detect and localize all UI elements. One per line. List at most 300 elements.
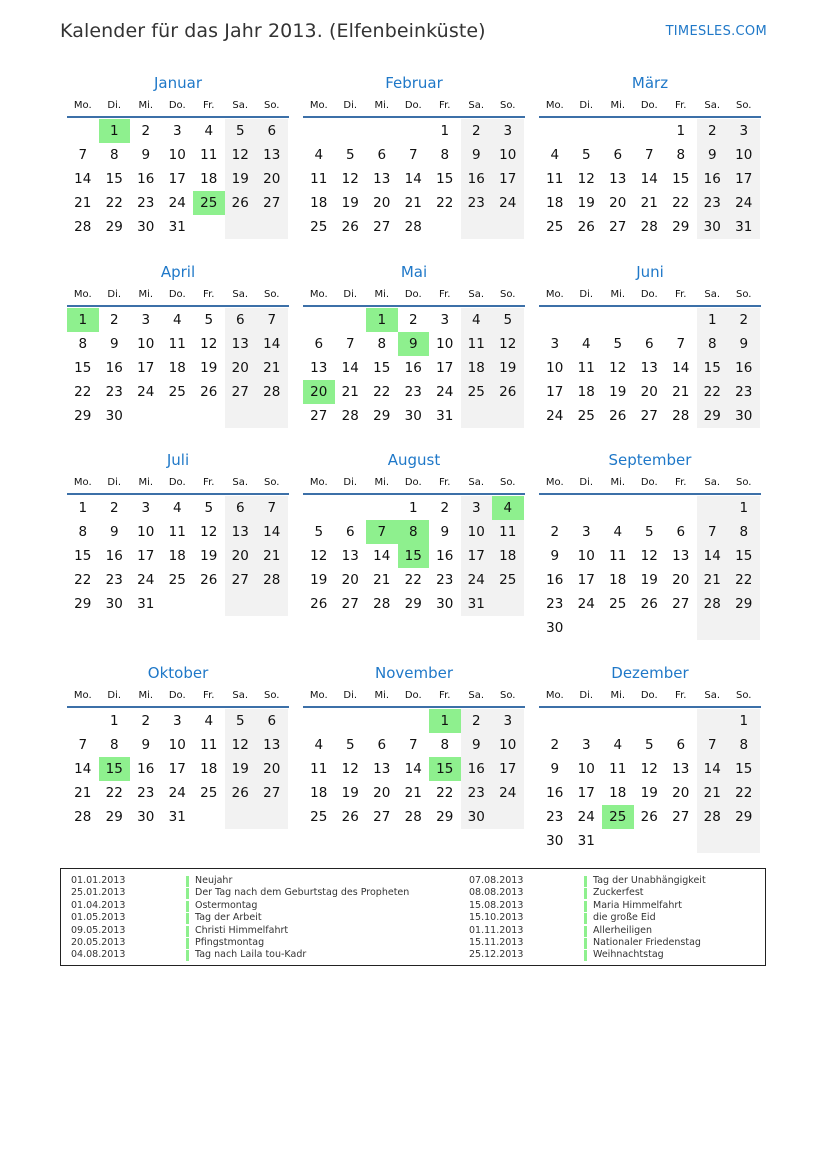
day-cell: 30 — [404, 408, 422, 424]
day-cell: 7 — [78, 737, 88, 753]
day-cell: 29 — [436, 809, 454, 825]
weekend-day-cell: 19 — [225, 757, 257, 781]
day-cell: 25 — [200, 785, 218, 801]
day-cell: 26 — [609, 408, 627, 424]
empty-cell — [539, 709, 571, 733]
day-cell: 20 — [640, 384, 658, 400]
weekend-day-cell: 18 — [492, 544, 524, 568]
weekend-day-cell: 1 — [697, 308, 729, 332]
day-cell: 18 — [577, 384, 595, 400]
holiday-day-cell: 25 — [602, 805, 634, 829]
empty-cell — [602, 709, 634, 733]
weekend-day-cell: 6 — [225, 308, 257, 332]
holiday-marker — [584, 888, 587, 899]
day-cell: 16 — [546, 785, 564, 801]
month-name: Mai — [400, 263, 428, 281]
empty-cell — [634, 496, 666, 520]
weekday-header — [539, 686, 761, 708]
holiday-marker — [186, 901, 189, 912]
weekend-day-cell: 10 — [728, 143, 760, 167]
weekday-header — [67, 96, 289, 118]
day-cell: 2 — [550, 524, 560, 540]
day-cell: 21 — [74, 785, 92, 801]
day-cell: 5 — [204, 500, 214, 516]
day-cell: 28 — [74, 809, 92, 825]
empty-cell — [665, 829, 697, 853]
day-cell: 3 — [440, 312, 450, 328]
day-cell: 27 — [341, 596, 359, 612]
weekend-day-cell: 30 — [697, 215, 729, 239]
day-cell: 18 — [609, 572, 627, 588]
weekend-day-cell: 8 — [728, 733, 760, 757]
weekend-day-cell: 27 — [225, 380, 257, 404]
weekend-day-cell: 14 — [697, 544, 729, 568]
weekday-label: So. — [500, 289, 516, 300]
weekend-day-cell: 23 — [461, 191, 493, 215]
day-cell: 10 — [546, 360, 564, 376]
weekday-label: So. — [736, 289, 752, 300]
day-cell: 23 — [105, 572, 123, 588]
day-cell: 2 — [550, 737, 560, 753]
day-cell: 11 — [200, 147, 218, 163]
day-cell: 22 — [105, 195, 123, 211]
empty-cell — [335, 308, 367, 332]
weekday-label: Di. — [343, 100, 358, 111]
holiday-entry — [469, 900, 706, 912]
day-cell: 14 — [404, 761, 422, 777]
weekend-day-cell: 2 — [461, 119, 493, 143]
day-cell: 9 — [141, 737, 151, 753]
empty-cell — [225, 805, 257, 829]
holiday-marker — [584, 938, 587, 949]
day-cell: 11 — [310, 761, 328, 777]
weekend-day-cell: 29 — [697, 404, 729, 428]
day-cell: 29 — [672, 219, 690, 235]
day-cell: 12 — [200, 524, 218, 540]
weekend-day-cell: 6 — [256, 119, 288, 143]
holiday-date: 25.01.2013 — [71, 887, 126, 899]
day-cell: 14 — [373, 548, 391, 564]
weekday-header — [539, 285, 761, 307]
day-cell: 25 — [168, 384, 186, 400]
day-cell: 26 — [341, 809, 359, 825]
weekday-label: Di. — [579, 690, 594, 701]
day-cell: 28 — [640, 219, 658, 235]
day-cell: 8 — [440, 737, 450, 753]
day-cell: 3 — [581, 737, 591, 753]
weekday-label: So. — [736, 100, 752, 111]
day-cell: 26 — [200, 572, 218, 588]
day-cell: 23 — [137, 195, 155, 211]
day-cell: 29 — [404, 596, 422, 612]
weekend-day-cell: 21 — [256, 544, 288, 568]
weekend-day-cell: 31 — [728, 215, 760, 239]
holiday-marker — [186, 876, 189, 887]
weekend-day-cell: 16 — [461, 167, 493, 191]
day-cell: 20 — [373, 785, 391, 801]
day-cell: 4 — [550, 147, 560, 163]
holiday-date: 01.01.2013 — [71, 875, 126, 886]
day-grid — [539, 496, 761, 640]
weekend-day-cell: 3 — [461, 496, 493, 520]
day-cell: 18 — [546, 195, 564, 211]
weekday-label: Do. — [168, 289, 186, 300]
empty-cell — [303, 308, 335, 332]
holiday-marker — [584, 913, 587, 924]
empty-cell — [634, 308, 666, 332]
day-cell: 27 — [310, 408, 328, 424]
weekend-day-cell: 22 — [728, 781, 760, 805]
weekday-header — [539, 96, 761, 118]
day-cell: 4 — [314, 737, 324, 753]
empty-cell — [193, 215, 225, 239]
empty-cell — [130, 404, 162, 428]
empty-cell — [665, 308, 697, 332]
day-cell: 30 — [137, 219, 155, 235]
empty-cell — [256, 592, 288, 616]
day-cell: 27 — [672, 809, 690, 825]
day-cell: 28 — [404, 809, 422, 825]
weekday-label: Mi. — [138, 690, 154, 701]
day-cell: 13 — [373, 171, 391, 187]
weekday-label: Sa. — [468, 477, 485, 488]
day-cell: 30 — [105, 408, 123, 424]
weekend-day-cell: 20 — [256, 757, 288, 781]
empty-cell — [398, 709, 430, 733]
weekday-label: So. — [500, 690, 516, 701]
empty-cell — [634, 829, 666, 853]
day-cell: 4 — [204, 713, 214, 729]
day-cell: 14 — [672, 360, 690, 376]
day-cell: 24 — [137, 384, 155, 400]
weekday-label: Fr. — [675, 477, 687, 488]
day-cell: 22 — [436, 785, 454, 801]
holiday-marker — [186, 913, 189, 924]
day-cell: 28 — [341, 408, 359, 424]
holiday-entry — [469, 875, 706, 887]
day-cell: 6 — [377, 737, 387, 753]
day-cell: 29 — [105, 219, 123, 235]
empty-cell — [602, 496, 634, 520]
empty-cell — [492, 592, 524, 616]
weekend-day-cell: 28 — [697, 805, 729, 829]
day-cell: 13 — [640, 360, 658, 376]
weekday-label: Do. — [640, 477, 658, 488]
empty-cell — [602, 119, 634, 143]
day-cell: 12 — [640, 761, 658, 777]
day-cell: 16 — [546, 572, 564, 588]
holiday-name: Tag der Arbeit — [195, 912, 262, 924]
day-cell: 23 — [546, 596, 564, 612]
weekday-label: So. — [264, 477, 280, 488]
day-grid — [303, 119, 525, 239]
day-cell: 19 — [310, 572, 328, 588]
weekend-day-cell: 23 — [697, 191, 729, 215]
month-name: Juli — [166, 451, 190, 469]
day-cell: 11 — [310, 171, 328, 187]
brand-link[interactable]: TIMESLES.COM — [665, 24, 767, 39]
day-cell: 22 — [105, 785, 123, 801]
weekday-label: Mo. — [73, 477, 92, 488]
empty-cell — [697, 709, 729, 733]
day-cell: 7 — [644, 147, 654, 163]
weekend-day-cell: 27 — [225, 568, 257, 592]
day-cell: 12 — [310, 548, 328, 564]
weekday-header — [67, 473, 289, 495]
empty-cell — [539, 119, 571, 143]
holiday-name: Zuckerfest — [593, 887, 644, 899]
day-cell: 31 — [436, 408, 454, 424]
day-cell: 15 — [105, 171, 123, 187]
day-cell: 15 — [373, 360, 391, 376]
day-cell: 10 — [436, 336, 454, 352]
day-cell: 3 — [141, 500, 151, 516]
day-cell: 14 — [341, 360, 359, 376]
day-cell: 21 — [74, 195, 92, 211]
month-block — [67, 261, 289, 428]
weekday-label: So. — [264, 289, 280, 300]
day-cell: 19 — [609, 384, 627, 400]
day-cell: 12 — [341, 761, 359, 777]
holiday-day-cell: 1 — [99, 119, 131, 143]
day-cell: 19 — [341, 195, 359, 211]
holiday-date: 15.10.2013 — [469, 912, 524, 924]
weekend-day-cell: 27 — [256, 781, 288, 805]
holiday-legend — [60, 868, 766, 966]
day-grid — [303, 308, 525, 428]
day-cell: 8 — [78, 524, 88, 540]
weekend-day-cell: 11 — [461, 332, 493, 356]
day-cell: 22 — [436, 195, 454, 211]
weekend-day-cell: 11 — [492, 520, 524, 544]
weekday-label: Do. — [168, 690, 186, 701]
day-cell: 21 — [404, 195, 422, 211]
day-grid — [303, 496, 525, 616]
weekend-day-cell: 4 — [461, 308, 493, 332]
weekday-label: Mo. — [309, 477, 328, 488]
day-grid — [67, 119, 289, 239]
weekend-day-cell: 7 — [256, 496, 288, 520]
day-cell: 24 — [168, 785, 186, 801]
weekend-day-cell: 9 — [461, 733, 493, 757]
weekend-day-cell: 21 — [697, 568, 729, 592]
day-cell: 23 — [404, 384, 422, 400]
day-cell: 5 — [204, 312, 214, 328]
weekend-day-cell: 23 — [728, 380, 760, 404]
day-cell: 28 — [373, 596, 391, 612]
month-block — [539, 261, 761, 428]
empty-cell — [366, 709, 398, 733]
weekend-day-cell: 26 — [225, 191, 257, 215]
day-cell: 2 — [440, 500, 450, 516]
holiday-day-cell: 15 — [398, 544, 430, 568]
day-cell: 6 — [345, 524, 355, 540]
holiday-list-right — [469, 875, 706, 962]
day-cell: 24 — [546, 408, 564, 424]
holiday-marker — [186, 888, 189, 899]
day-cell: 21 — [640, 195, 658, 211]
month-block — [539, 72, 761, 239]
day-cell: 27 — [373, 219, 391, 235]
holiday-name: Neujahr — [195, 875, 233, 886]
weekend-day-cell: 29 — [728, 805, 760, 829]
holiday-entry — [71, 887, 409, 899]
empty-cell — [256, 215, 288, 239]
weekday-label: So. — [264, 690, 280, 701]
day-cell: 7 — [345, 336, 355, 352]
holiday-date: 15.11.2013 — [469, 936, 524, 948]
weekend-day-cell: 15 — [728, 544, 760, 568]
day-cell: 9 — [141, 147, 151, 163]
weekday-label: Sa. — [232, 477, 249, 488]
weekend-day-cell: 5 — [225, 709, 257, 733]
day-cell: 26 — [310, 596, 328, 612]
weekend-day-cell: 27 — [256, 191, 288, 215]
weekend-day-cell: 21 — [256, 356, 288, 380]
day-cell: 13 — [609, 171, 627, 187]
empty-cell — [225, 215, 257, 239]
day-cell: 30 — [137, 809, 155, 825]
day-cell: 8 — [440, 147, 450, 163]
day-cell: 5 — [581, 147, 591, 163]
empty-cell — [303, 709, 335, 733]
weekday-label: Di. — [343, 690, 358, 701]
day-cell: 28 — [672, 408, 690, 424]
day-cell: 11 — [200, 737, 218, 753]
weekday-label: Mi. — [138, 100, 154, 111]
day-cell: 11 — [168, 336, 186, 352]
day-cell: 3 — [550, 336, 560, 352]
weekday-label: Do. — [640, 690, 658, 701]
day-cell: 18 — [200, 761, 218, 777]
holiday-entry — [469, 912, 706, 924]
day-cell: 10 — [168, 737, 186, 753]
empty-cell — [67, 709, 99, 733]
month-block — [303, 662, 525, 829]
holiday-marker — [186, 926, 189, 937]
empty-cell — [571, 709, 603, 733]
day-cell: 8 — [377, 336, 387, 352]
day-cell: 7 — [408, 737, 418, 753]
weekday-label: Mo. — [545, 477, 564, 488]
empty-cell — [335, 709, 367, 733]
month-name: Januar — [154, 74, 202, 92]
weekday-label: Sa. — [704, 690, 721, 701]
weekend-day-cell: 8 — [697, 332, 729, 356]
empty-cell — [665, 709, 697, 733]
day-grid — [539, 308, 761, 428]
day-cell: 31 — [168, 219, 186, 235]
month-block — [539, 662, 761, 853]
weekend-day-cell: 8 — [728, 520, 760, 544]
day-cell: 6 — [377, 147, 387, 163]
weekday-label: Do. — [404, 100, 422, 111]
holiday-name: Weihnachtstag — [593, 949, 664, 961]
day-cell: 5 — [644, 524, 654, 540]
empty-cell — [366, 119, 398, 143]
holiday-day-cell: 25 — [193, 191, 225, 215]
day-cell: 1 — [78, 500, 88, 516]
day-cell: 8 — [109, 147, 119, 163]
weekend-day-cell: 20 — [256, 167, 288, 191]
weekday-label: Mo. — [545, 100, 564, 111]
month-block — [303, 72, 525, 239]
weekend-day-cell: 6 — [256, 709, 288, 733]
day-cell: 10 — [137, 336, 155, 352]
day-cell: 16 — [404, 360, 422, 376]
weekday-label: Mi. — [374, 289, 390, 300]
weekday-label: Mo. — [73, 690, 92, 701]
weekend-day-cell: 3 — [728, 119, 760, 143]
weekday-label: Mi. — [610, 477, 626, 488]
weekday-label: Mi. — [610, 100, 626, 111]
holiday-name: Tag nach Laila tou-Kadr — [195, 949, 307, 961]
day-cell: 16 — [137, 761, 155, 777]
weekday-label: Fr. — [439, 690, 451, 701]
holiday-list-left — [71, 875, 409, 962]
holiday-date: 07.08.2013 — [469, 875, 524, 886]
weekday-label: Mo. — [309, 289, 328, 300]
weekday-label: Sa. — [704, 289, 721, 300]
holiday-date: 01.11.2013 — [469, 924, 524, 936]
day-cell: 21 — [672, 384, 690, 400]
day-cell: 12 — [341, 171, 359, 187]
day-cell: 5 — [345, 147, 355, 163]
day-cell: 24 — [436, 384, 454, 400]
weekend-day-cell: 25 — [461, 380, 493, 404]
day-cell: 20 — [341, 572, 359, 588]
weekday-label: Mi. — [374, 100, 390, 111]
weekday-label: Di. — [579, 100, 594, 111]
holiday-entry — [71, 949, 409, 961]
weekend-day-cell: 16 — [697, 167, 729, 191]
day-cell: 13 — [672, 548, 690, 564]
empty-cell — [728, 829, 760, 853]
day-cell: 25 — [609, 596, 627, 612]
weekend-day-cell: 3 — [492, 119, 524, 143]
month-block — [303, 449, 525, 616]
weekday-label: Do. — [404, 477, 422, 488]
day-cell: 21 — [341, 384, 359, 400]
day-cell: 20 — [672, 572, 690, 588]
day-cell: 16 — [137, 171, 155, 187]
weekday-label: Fr. — [675, 100, 687, 111]
weekday-label: Sa. — [232, 100, 249, 111]
holiday-entry — [469, 887, 706, 899]
day-cell: 25 — [168, 572, 186, 588]
weekday-label: Mo. — [309, 100, 328, 111]
weekday-label: Mi. — [374, 477, 390, 488]
holiday-name: Der Tag nach dem Geburtstag des Propheten — [195, 887, 410, 899]
day-cell: 8 — [78, 336, 88, 352]
day-cell: 11 — [168, 524, 186, 540]
day-cell: 17 — [546, 384, 564, 400]
day-cell: 28 — [404, 219, 422, 235]
weekend-day-cell: 14 — [697, 757, 729, 781]
holiday-entry — [71, 875, 409, 887]
empty-cell — [697, 496, 729, 520]
weekend-day-cell: 17 — [492, 167, 524, 191]
day-cell: 29 — [74, 596, 92, 612]
weekend-day-cell: 26 — [492, 380, 524, 404]
day-cell: 21 — [373, 572, 391, 588]
empty-cell — [67, 119, 99, 143]
day-cell: 30 — [105, 596, 123, 612]
day-cell: 13 — [672, 761, 690, 777]
weekday-label: Mo. — [545, 690, 564, 701]
day-cell: 11 — [546, 171, 564, 187]
day-cell: 26 — [200, 384, 218, 400]
